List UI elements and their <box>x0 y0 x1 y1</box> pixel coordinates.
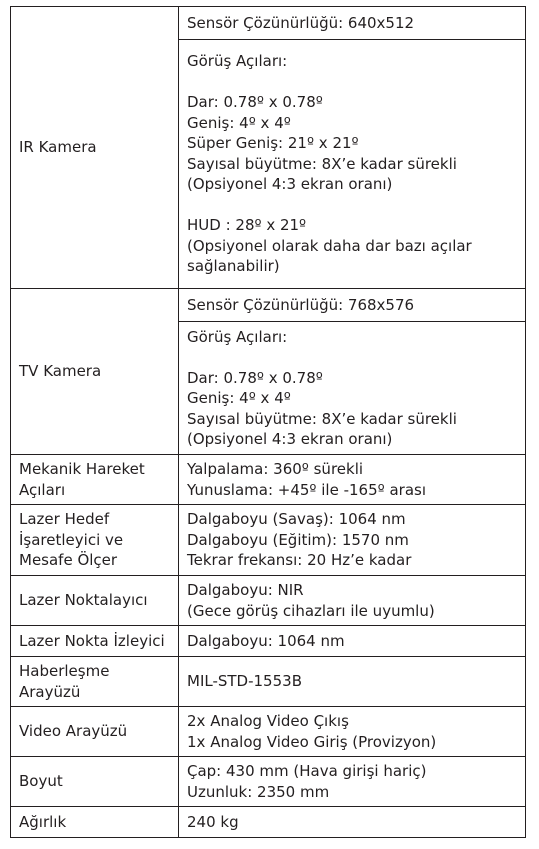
value-line: (Opsiyonel 4:3 ekran oranı) <box>187 175 393 194</box>
value-line: Dar: 0.78º x 0.78º <box>187 93 323 112</box>
table-row <box>11 576 526 626</box>
value-line: (Opsiyonel olarak daha dar bazı açılar <box>187 236 472 255</box>
value-line <box>187 195 517 216</box>
value-line: sağlanabilir) <box>187 257 280 276</box>
value-line: Sayısal büyütme: 8X’e kadar sürekli <box>187 154 457 173</box>
value-line: Süper Geniş: 21º x 21º <box>187 134 359 153</box>
row-value-laser-spot-tracker: Dalgaboyu: 1064 nm <box>179 626 526 657</box>
table-row <box>11 455 526 505</box>
row-value-laser-designator: Dalgaboyu (Savaş): 1064 nm Dalgaboyu (Eğitim): 1570 nm Tekrar frekansı: 20 Hz’e kadar <box>179 505 526 576</box>
row-label-laser-designator: Lazer Hedef İşaretleyici ve Mesafe Ölçer <box>11 505 179 576</box>
row-value-communication-interface: MIL-STD-1553B <box>179 657 526 707</box>
value-line: Dar: 0.78º x 0.78º <box>187 368 323 387</box>
row-value-tv-sensor: Sensör Çözünürlüğü: 768x576 <box>179 289 526 322</box>
table-row <box>11 626 526 657</box>
row-value-video-interface: 2x Analog Video Çıkış 1x Analog Video Giriş (Provizyon) <box>179 707 526 757</box>
row-label-weight: Ağırlık <box>11 807 179 838</box>
value-line: Görüş Açıları: <box>187 52 288 71</box>
value-line: Sayısal büyütme: 8X’e kadar sürekli <box>187 409 457 428</box>
row-label-ir-camera: IR Kamera <box>11 7 179 289</box>
table-row <box>11 657 526 707</box>
value-line: HUD : 28º x 21º <box>187 216 307 235</box>
value-line: Geniş: 4º x 4º <box>187 113 291 132</box>
row-label-communication-interface: Haberleşme Arayüzü <box>11 657 179 707</box>
table-row <box>11 7 526 40</box>
row-value-size: Çap: 430 mm (Hava girişi hariç) Uzunluk: 2350 mm <box>179 757 526 807</box>
row-value-tv-angles <box>179 322 526 455</box>
table-row <box>11 707 526 757</box>
table-row <box>11 289 526 322</box>
row-value-laser-pointer: Dalgaboyu: NIR (Gece görüş cihazları ile uyumlu) <box>179 576 526 626</box>
row-value-ir-angles <box>179 40 526 289</box>
row-label-laser-spot-tracker: Lazer Nokta İzleyici <box>11 626 179 657</box>
row-value-mechanical-angles: Yalpalama: 360º sürekli Yunuslama: +45º ile -165º arası <box>179 455 526 505</box>
row-label-mechanical-angles: Mekanik Hareket Açıları <box>11 455 179 505</box>
value-line <box>187 72 517 93</box>
row-label-laser-pointer: Lazer Noktalayıcı <box>11 576 179 626</box>
table-row <box>11 505 526 576</box>
value-line: Geniş: 4º x 4º <box>187 389 291 407</box>
row-label-video-interface: Video Arayüzü <box>11 707 179 757</box>
value-line: (Opsiyonel 4:3 ekran oranı) <box>187 430 393 448</box>
table-row <box>11 807 526 838</box>
value-line: Görüş Açıları: <box>187 327 288 346</box>
row-label-size: Boyut <box>11 757 179 807</box>
row-label-tv-camera: TV Kamera <box>11 289 179 455</box>
spec-table <box>10 6 526 838</box>
row-value-weight: 240 kg <box>179 807 526 838</box>
value-line <box>187 347 517 368</box>
row-value-ir-sensor: Sensör Çözünürlüğü: 640x512 <box>179 7 526 40</box>
table-row <box>11 757 526 807</box>
